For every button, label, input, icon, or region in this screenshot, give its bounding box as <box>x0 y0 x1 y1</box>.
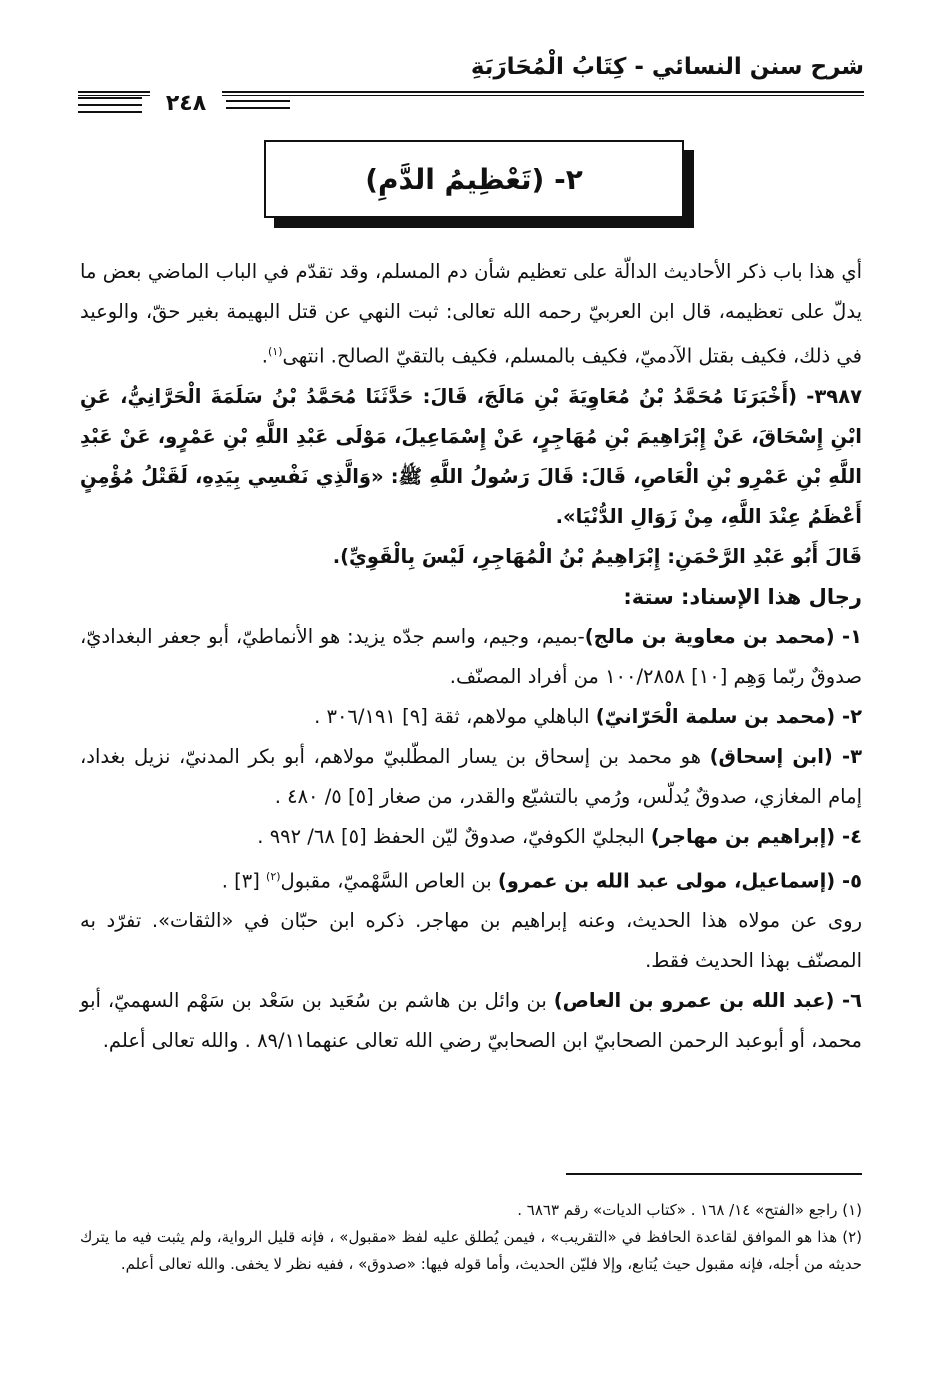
ismail-note: روى عن مولاه هذا الحديث، وعنه إبراهيم بن مهاجر. ذكره ابن حبّان في «الثقات». تفرّد به المصنّف بهذا الحديث فقط. <box>80 909 862 972</box>
narrator-item <box>80 857 862 902</box>
page-number-rule <box>78 97 142 99</box>
narrator-name: ١- (محمد بن معاوية بن مالج) <box>584 624 862 648</box>
narrator-item <box>80 817 862 857</box>
intro-end: . <box>261 344 268 368</box>
chapter-title: ٢- (تَعْظِيمُ الدَّمِ) <box>365 162 583 196</box>
page-number-rule <box>78 111 142 113</box>
narrator-item <box>80 737 862 817</box>
narrator-name: ٢- (محمد بن سلمة الْحَرّانيّ) <box>595 704 862 728</box>
narrator-text-end: [٣] . <box>221 869 267 892</box>
intro-text: أي هذا باب ذكر الأحاديث الدالّة على تعظيم شأن دم المسلم، وقد تقدّم في الباب الماضي بعض ما يدلّ على تعظيمه، قال ابن العربيّ رحمه الله تعالى: ثبت النهي عن قتل البهيمة بغير حقّ، والوعيد في ذلك، فكيف بقتل الآدميّ، فكيف بالمسلم، فكيف بالتقيّ الصالح. انتهى <box>80 260 862 368</box>
narrator-text: بن وائل بن هاشم بن سُعَيد بن سَعْد بن سَهْم السهميّ، أبو محمد، أو أبوعبد الرحمن الصحابيّ ابن الصحابيّ رضي الله تعالى عنهما٨٩/١١ . والله تعالى أعلم. <box>80 989 862 1052</box>
narrator-text: البجليّ الكوفيّ، صدوقٌ ليّن الحفظ [٥] ٦٨/ ٩٩٢ . <box>257 824 651 848</box>
footnote-separator <box>566 1173 862 1175</box>
main-text <box>80 252 862 1061</box>
page-number-rule <box>78 104 142 106</box>
narrator-item <box>80 697 862 737</box>
narrator-item <box>80 981 862 1061</box>
page-number: ٢٤٨ <box>150 90 222 118</box>
footnotes <box>80 1197 862 1278</box>
chapter-title-box <box>264 140 684 218</box>
narrator-name: ٤- (إبراهيم بن مهاجر) <box>650 824 862 848</box>
narrator-text: بن العاص السَّهْميّ، مقبول <box>280 869 498 892</box>
narrator-name: ٦- (عبد الله بن عمرو بن العاص) <box>553 989 862 1012</box>
page-number-rule <box>226 107 290 109</box>
hadith-paragraph: ٣٩٨٧- (أَخْبَرَنَا مُحَمَّدُ بْنُ مُعَاوِيَةَ بْنِ مَالَجَ، قَالَ: حَدَّثَنَا مُحَمَّدُ بْنُ سَلَمَةَ الْحَرَّانِيُّ، عَنِ ابْنِ إِسْحَاقَ، عَنْ إِبْرَاهِيمَ بْنِ مُهَاجِرٍ، عَنْ إِسْمَاعِيلَ، مَوْلَى عَبْدِ اللَّهِ بْنِ عَمْرٍو، عَنْ عَبْدِ اللَّهِ بْنِ عَمْرِو بْنِ الْعَاصِ، قَالَ: قَالَ رَسُولُ اللَّهِ ﷺ: «وَالَّذِي نَفْسِي بِيَدِهِ، لَقَتْلُ مُؤْمِنٍ أَعْظَمُ عِنْدَ اللَّهِ، مِنْ زَوَالِ الدُّنْيَا». <box>80 384 862 528</box>
footnote-1: (١) راجع «الفتح» ١٤/ ١٦٨ . «كتاب الديات» رقم ٦٨٦٣ . <box>517 1201 862 1219</box>
narrator-name: ٣- (ابن إسحاق) <box>709 744 862 768</box>
footnote-2: (٢) هذا هو الموافق لقاعدة الحافظ في «التقريب» ، فيمن يُطلق عليه لفظ «مقبول» ، فإنه قليل الرواية، ولم يثبت فيه ما يترك حديثه من أجله، فإنه مقبول حيث يُتابع، وإلا فليّن الحديث، وأما قوله فيها: «صدوق» ، ففيه نظر لا يخفى. والله تعالى أعلم. <box>80 1228 862 1273</box>
footnote-ref: (٢) <box>266 869 281 883</box>
abu-abd-al-rahman-note: قَالَ أَبُو عَبْدِ الرَّحْمَنِ: إِبْرَاهِيمُ بْنُ الْمُهَاجِرِ، لَيْسَ بِالْقَوِيِّ). <box>332 544 862 568</box>
narrator-item <box>80 617 862 697</box>
page-number-rule <box>226 100 290 102</box>
narrator-text: هو محمد بن إسحاق بن يسار المطّلبيّ مولاهم، أبو بكر المدنيّ، نزيل بغداد، إمام المغازي، صدوقٌ يُدلّس، ورُمي بالتشيّع والقدر، من صغار [٥] ٥/ ٤٨٠ . <box>80 744 862 808</box>
narrator-name: ٥- (إسماعيل، مولى عبد الله بن عمرو) <box>497 869 862 892</box>
narrator-text: -بميم، وجيم، واسم جدّه يزيد: هو الأنماطيّ، أبو جعفر البغداديّ، صدوقٌ ربّما وَهِم [١٠] ١٠٠/٢٨٥٨ من أفراد المصنّف. <box>80 624 862 688</box>
running-header-title: شرح سنن النسائي - كِتَابُ الْمُحَارَبَةِ <box>470 54 864 80</box>
intro-paragraph <box>80 252 862 377</box>
narrators-heading: رجال هذا الإسناد: ستة: <box>623 584 862 609</box>
narrator-text: الباهلي مولاهم، ثقة [٩] ٣٠٦/١٩١ . <box>314 704 596 728</box>
footnote-ref: (١) <box>268 345 283 358</box>
